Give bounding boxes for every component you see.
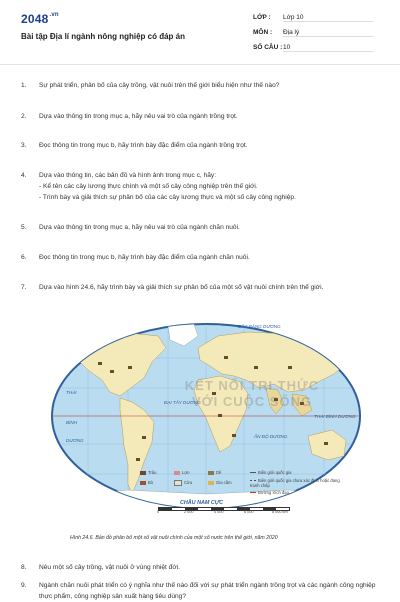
question-number: 1. [21,82,27,89]
question-text: Sự phát triển, phân bố của cây trồng, vật nuôi trên thế giới biểu hiện như thế nào? [39,82,280,89]
poultry-icon [208,481,214,485]
question-text-block [39,170,381,203]
question-subline: - Kể tên các cây lương thực chính và một số cây công nghiệp trên thế giới. [39,183,258,190]
ocean-label: BẮC BĂNG DƯƠNG [238,324,281,329]
legend-item: Biên giới quốc gia chưa xác định hoặc đang tranh chấp [250,478,340,488]
ocean-label: BÌNH [66,420,77,425]
ocean-label: THÁI [66,390,77,395]
question-text: Dựa vào hình 24.6, hãy trình bày và giải thích sự phân bố của một số vật nuôi chính trên thế giới. [39,284,324,291]
question-number: 4. [21,172,27,179]
meta-key: SỐ CÂU : [253,44,283,51]
meta-value: Lớp 10 [283,14,373,22]
scale-label: 6 000 [244,510,254,514]
question-number: 9. [21,582,27,589]
meta-subject [253,29,373,37]
site-logo[interactable] [21,12,59,26]
question-text: Dựa vào thông tin trong mục a, hãy nêu vai trò của ngành chăn nuôi. [39,224,240,231]
legend-item: Dê [208,470,221,475]
legend-item: Gia cầm [208,480,232,485]
question-text: Dựa vào thông tin, các bản đồ và hình ảnh trong mục c, hãy: [39,172,217,179]
meta-value: Địa lý [283,29,373,37]
ocean-label: ĐẠI TÂY DƯƠNG [164,400,201,405]
border-line-icon [250,472,256,473]
legend-item: Biên giới quốc gia [250,470,291,475]
question-text: Dựa vào thông tin trong mục a, hãy nêu vai trò của ngành trồng trọt. [39,113,238,120]
ocean-label: CHÂU NAM CỰC [180,500,223,506]
meta-class [253,14,373,22]
ocean-label: ẤN ĐỘ DƯƠNG [254,434,288,439]
legend-item: Bò [140,480,153,485]
cow-icon [140,481,146,485]
question-number: 3. [21,142,27,149]
map-caption: Hình 24.6. Bản đồ phân bố một số vật nuôi chính của một số nước trên thế giới, năm 2020 [70,535,278,541]
ocean-label: THÁI BÌNH DƯƠNG [314,414,356,419]
legend-item: Lợn [174,470,189,475]
scale-bar [158,507,290,511]
meta-value: 10 [283,44,373,52]
question-text: Đọc thông tin trong mục b, hãy trình bày đặc điểm của ngành chăn nuôi. [39,254,250,261]
logo-text: 2048 [21,12,49,26]
buffalo-icon [140,471,146,475]
meta-question-count [253,44,373,52]
page-header [0,0,400,66]
meta-key: MÔN : [253,29,273,36]
equator-line-icon [250,492,256,493]
legend-item: Cừu [174,480,192,486]
header-divider [0,64,400,65]
scale-label: 2 000 [184,510,194,514]
goat-icon [208,471,214,475]
logo-suffix: .vn [49,12,59,18]
legend-item: Trâu [140,470,156,475]
meta-key: LỚP : [253,14,271,21]
question-text: Nêu một số cây trồng, vật nuôi ở vùng nhiệt đới. [39,564,180,571]
map-legend [140,470,350,506]
legend-item: Đường Xích đạo [250,490,289,495]
scale-label: 0 [157,510,160,514]
watermark: KẾT NỐI TRI THỨC VỚI CUỘC SỐNG [184,378,320,409]
question-subline: - Trình bày và giải thích sự phân bố của các cây lương thực và một số cây công nghiệp. [39,194,296,201]
question-number: 8. [21,564,27,571]
question-number: 2. [21,113,27,120]
question-number: 7. [21,284,27,291]
sheep-icon [174,480,182,486]
question-text: Ngành chăn nuôi phát triển có ý nghĩa như thế nào đối với sự phát triển ngành trồng trọt và các ngành công nghiệp thực phẩm, công nghiệp sản xuất hàng tiêu dùng? [39,582,376,600]
scale-label: 8 000 km [272,510,288,514]
question-number: 6. [21,254,27,261]
question-number: 5. [21,224,27,231]
question-text: Đọc thông tin trong mục b, hãy trình bày đặc điểm của ngành trồng trọt. [39,142,248,149]
scale-label: 4 000 [214,510,224,514]
map-scale [158,506,298,514]
ocean-label: DƯƠNG [66,438,84,443]
pig-icon [174,471,180,475]
document-title: Bài tập Địa lí ngành nông nghiệp có đáp án [21,32,186,41]
disputed-border-icon [250,480,256,481]
